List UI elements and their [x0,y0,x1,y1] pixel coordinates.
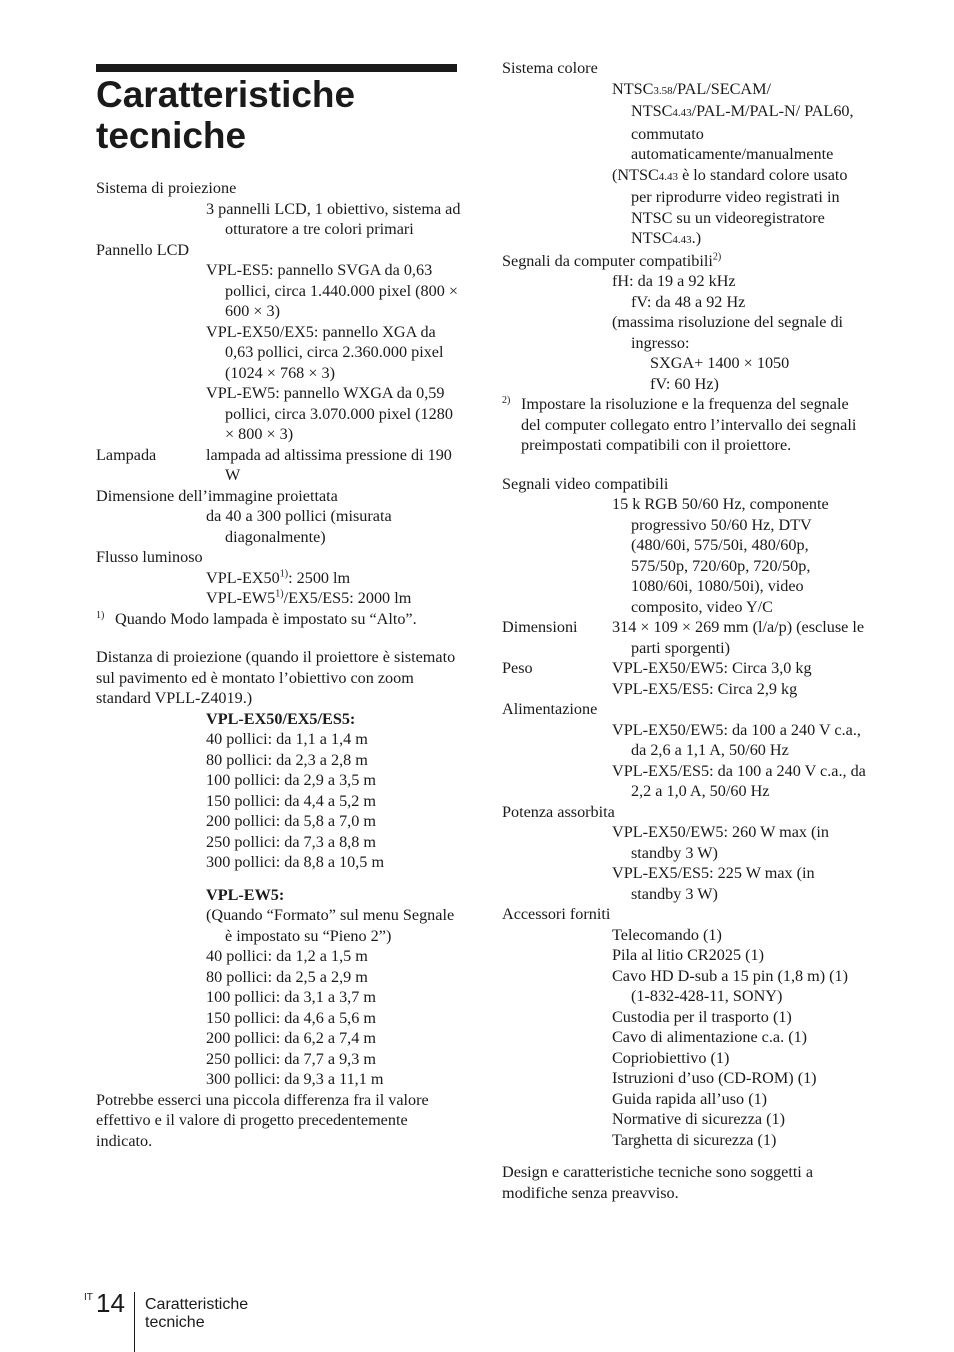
spec-peso [502,658,867,699]
spec-value-potenza: VPL-EX50/EW5: 260 W max (in standby 3 W) [612,823,830,862]
design-note: Design e caratteristiche tecniche sono soggetti a modifiche senza preavviso. [502,1163,814,1202]
spec-value-computer: (massima risoluzione del segnale di ingresso: [612,313,844,352]
accessory-item: Custodia per il trasporto (1) [612,1007,792,1026]
spec-value-lcd: VPL-ES5: pannello SVGA da 0,63 pollici, circa 1.440.000 pixel (800 × 600 × 3) [206,261,459,320]
distance-item: 200 pollici: da 5,8 a 7,0 m [206,812,376,830]
spec-label-video: Segnali video compatibili [502,474,669,493]
footer-divider [134,1292,135,1352]
txt: NTSC [612,79,654,98]
footnote-1 [96,609,464,630]
title-rule [96,64,457,72]
flusso-2-model: VPL-EW5 [206,589,276,607]
footnote-text: Quando Modo lampada è impostato su “Alto”. [115,609,417,628]
txt: .) [691,229,702,247]
spec-value-dimensioni: 314 × 109 × 269 mm (l/a/p) (escluse le parti sporgenti) [612,618,865,657]
spec-dimensioni [502,617,867,658]
accessory-item: Pila al litio CR2025 (1) [612,946,764,964]
spec-value-alimentazione: VPL-EX5/ES5: da 100 a 240 V c.a., da 2,2 a 1,0 A, 50/60 Hz [612,761,866,800]
spec-value-lcd: VPL-EW5: pannello WXGA da 0,59 pollici, circa 3.070.000 pixel (1280 × 800 × 3) [206,384,453,443]
spec-value-dimensione: da 40 a 300 pollici (misurata diagonalmente) [206,507,392,546]
accessory-item: Cavo HD D-sub a 15 pin (1,8 m) (1) [612,966,849,985]
footnote-ref: 1) [275,588,284,600]
spec-label-peso: Peso [502,659,533,677]
distance-item: 80 pollici: da 2,3 a 2,8 m [206,750,368,769]
accessory-item: Telecomando (1) [612,925,722,944]
flusso-1-model: VPL-EX50 [206,568,280,587]
group-heading: VPL-EX50/EX5/ES5: [206,709,356,728]
spec-value-lcd: VPL-EX50/EX5: pannello XGA da 0,63 pollici, circa 2.360.000 pixel (1024 × 768 × 3) [206,322,444,382]
spec-label-dimensione: Dimensione dell’immagine proiettata [96,486,338,505]
spec-value-peso: VPL-EX50/EW5: Circa 3,0 kg [612,659,812,677]
distance-item: 300 pollici: da 8,8 a 10,5 m [206,853,385,871]
spec-value-computer: fV: 60 Hz) [650,374,719,393]
spec-label-dimensioni: Dimensioni [502,618,578,636]
distance-item: 100 pollici: da 2,9 a 3,5 m [206,771,376,789]
closing-note: Potrebbe esserci una piccola differenza fra il valore effettivo e il valore di progetto precedentemente indicato. [96,1090,429,1150]
txt: 4.43 [658,170,679,183]
group-note: (Quando “Formato” sul menu Segnale è impostato su “Pieno 2”) [206,906,455,945]
page-number: 14 [96,1288,125,1318]
spec-value-proiezione: 3 pannelli LCD, 1 obiettivo, sistema ad otturatore a tre colori primari [206,199,461,238]
txt: 4.43 [672,234,692,246]
txt: 4.43 [672,107,692,119]
accessory-item: Istruzioni d’uso (CD-ROM) (1) [612,1069,817,1087]
accessory-item: Guida rapida all’uso (1) [612,1089,768,1108]
spec-value-flusso-2 [206,588,464,609]
left-column [96,178,464,1151]
right-column [502,58,867,1203]
flusso-2-lm: /EX5/ES5: 2000 lm [283,589,412,607]
spec-label-flusso: Flusso luminoso [96,548,203,566]
spec-value-computer: SXGA+ 1400 × 1050 [650,354,790,372]
spec-value-video: 15 k RGB 50/60 Hz, componente progressivo 50/60 Hz, DTV (480/60i, 575/50i, 480/60p, 575/50p, 720/60p, 720/50p, 1080/60i, 1080/50i), video composito, video Y/C [612,495,829,616]
footnote-ref: 1) [279,568,289,580]
spec-value-colore-note [612,165,867,251]
distance-item: 80 pollici: da 2,5 a 2,9 m [206,967,368,986]
spec-label-accessori: Accessori forniti [502,905,611,923]
txt: è lo standard colore usato per riprodurre video registrati in NTSC su un videoregistratore NTSC [631,165,848,247]
txt: (NTSC [612,165,659,184]
spec-value-lampada: lampada ad altissima pressione di 190 W [206,445,452,484]
footnote-text: Impostare la risoluzione e la frequenza del segnale del computer collegato entro l’intervallo dei segnali preimpostati compatibili con il proiettore. [521,395,857,454]
distance-item: 250 pollici: da 7,7 a 9,3 m [206,1049,376,1068]
footnote-2 [502,394,867,456]
footnote-mark: 2) [502,395,511,406]
footer-section: Caratteristiche tecniche [145,1296,249,1331]
spec-label-lampada: Lampada [96,445,157,464]
accessory-item: Targhetta di sicurezza (1) [612,1130,777,1149]
footnote-ref: 2) [712,251,722,263]
spec-lampada [96,445,464,486]
spec-label-lcd: Pannello LCD [96,240,190,259]
spec-label-potenza: Potenza assorbita [502,802,615,821]
distance-item: 150 pollici: da 4,4 a 5,2 m [206,791,376,810]
txt: /PAL-M/PAL-N/ PAL60, commutato automaticamente/manualmente [631,102,854,163]
title-line-2: tecniche [96,115,247,156]
txt: /PAL/SECAM/ NTSC [631,79,771,120]
spec-value-alimentazione: VPL-EX50/EW5: da 100 a 240 V c.a., da 2,6 a 1,1 A, 50/60 Hz [612,720,861,759]
spec-label-colore: Sistema colore [502,59,598,77]
accessory-item: Cavo di alimentazione c.a. (1) [612,1028,808,1046]
distance-item: 100 pollici: da 3,1 a 3,7 m [206,988,376,1006]
spec-value-peso: VPL-EX5/ES5: Circa 2,9 kg [612,679,798,698]
spec-value-potenza: VPL-EX5/ES5: 225 W max (in standby 3 W) [612,864,815,903]
flusso-1-lm: : 2500 lm [288,568,351,587]
footer-lang: IT [84,1292,93,1303]
distance-item: 150 pollici: da 4,6 a 5,6 m [206,1008,376,1027]
accessory-item: Copriobiettivo (1) [612,1048,730,1067]
distance-item: 250 pollici: da 7,3 a 8,8 m [206,832,376,851]
distance-item: 40 pollici: da 1,1 a 1,4 m [206,730,368,748]
txt: Segnali da computer compatibili [502,251,713,270]
group-heading: VPL-EW5: [206,885,285,904]
accessory-item: Normative di sicurezza (1) [612,1110,786,1128]
spec-value-flusso-1 [206,568,464,589]
accessory-item: (1-832-428-11, SONY) [631,987,783,1005]
spec-label-alimentazione: Alimentazione [502,700,598,718]
spec-label-proiezione: Sistema di proiezione [96,179,237,197]
distance-item: 200 pollici: da 6,2 a 7,4 m [206,1029,376,1047]
page-title [96,74,355,156]
footnote-mark: 1) [96,609,105,621]
spec-value-colore [612,79,867,165]
spec-value-computer: fV: da 48 a 92 Hz [631,292,746,311]
txt: 3.58 [653,84,673,97]
distance-item: 300 pollici: da 9,3 a 11,1 m [206,1070,384,1088]
spec-label-computer [502,251,867,272]
title-line-1: Caratteristiche [96,74,356,115]
spec-value-computer: fH: da 19 a 92 kHz [612,272,736,290]
distance-item: 40 pollici: da 1,2 a 1,5 m [206,947,368,965]
distanza-intro: Distanza di proiezione (quando il proiettore è sistemato sul pavimento ed è montato l’obiettivo con zoom standard VPLL-Z4019.) [96,648,456,707]
